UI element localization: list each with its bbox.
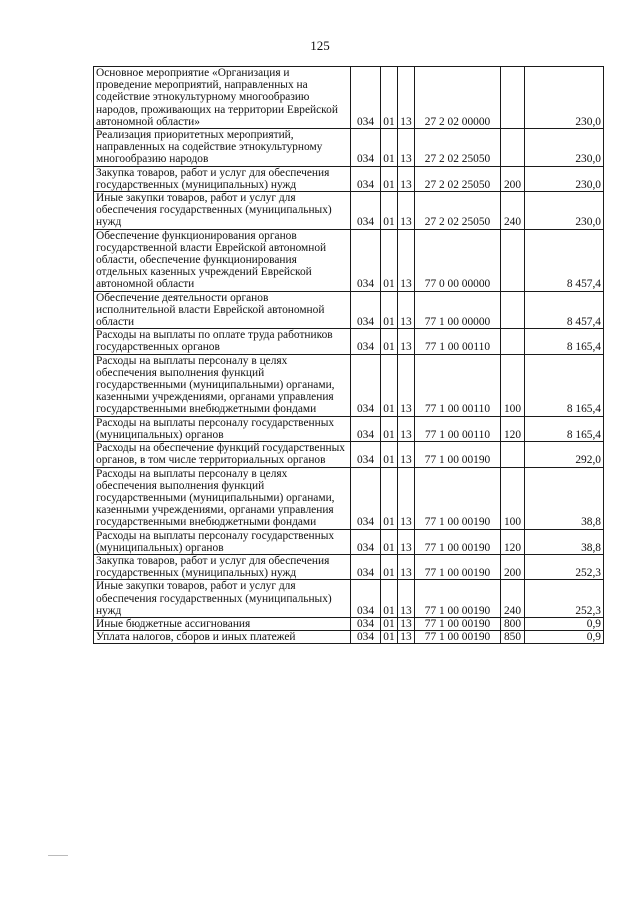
sum-cell: 252,3 bbox=[525, 554, 604, 579]
sum-cell: 8 165,4 bbox=[525, 416, 604, 441]
row-name-cell: Реализация приоритетных мероприятий, направленных на содействие этнокультурному многообразию народов bbox=[94, 129, 351, 167]
row-name-cell: Расходы на выплаты персоналу государственных (муниципальных) органов bbox=[94, 416, 351, 441]
table-row bbox=[94, 416, 604, 441]
subsection-code-cell: 13 bbox=[398, 129, 415, 167]
row-name-cell: Иные закупки товаров, работ и услуг для обеспечения государственных (муниципальных) нужд bbox=[94, 192, 351, 230]
subsection-code-cell: 13 bbox=[398, 291, 415, 329]
target-article-cell: 77 1 00 00190 bbox=[415, 617, 501, 630]
subsection-code-cell: 13 bbox=[398, 416, 415, 441]
expense-type-cell: 240 bbox=[501, 192, 525, 230]
sum-cell: 0,9 bbox=[525, 631, 604, 644]
target-article-cell: 27 2 02 25050 bbox=[415, 166, 501, 191]
section-code-cell: 01 bbox=[381, 416, 398, 441]
target-article-cell: 77 1 00 00190 bbox=[415, 529, 501, 554]
table-row bbox=[94, 129, 604, 167]
expense-type-cell: 800 bbox=[501, 617, 525, 630]
target-article-cell: 77 1 00 00110 bbox=[415, 329, 501, 354]
subsection-code-cell: 13 bbox=[398, 631, 415, 644]
target-article-cell: 77 1 00 00190 bbox=[415, 442, 501, 467]
table-body bbox=[94, 67, 604, 644]
expense-type-cell bbox=[501, 329, 525, 354]
ved-code-cell: 034 bbox=[351, 631, 381, 644]
ved-code-cell: 034 bbox=[351, 291, 381, 329]
subsection-code-cell: 13 bbox=[398, 229, 415, 291]
subsection-code-cell: 13 bbox=[398, 467, 415, 529]
section-code-cell: 01 bbox=[381, 354, 398, 416]
section-code-cell: 01 bbox=[381, 291, 398, 329]
table-row bbox=[94, 67, 604, 129]
table-row bbox=[94, 631, 604, 644]
target-article-cell: 77 1 00 00190 bbox=[415, 467, 501, 529]
table-row bbox=[94, 291, 604, 329]
section-code-cell: 01 bbox=[381, 617, 398, 630]
expense-type-cell: 240 bbox=[501, 580, 525, 618]
subsection-code-cell: 13 bbox=[398, 166, 415, 191]
expense-type-cell: 120 bbox=[501, 529, 525, 554]
row-name-cell: Расходы на выплаты персоналу в целях обеспечения выполнения функций государственными (муниципальными) органами, казенными учреждениями, органами управления государственными внебюджетными фондами bbox=[94, 467, 351, 529]
ved-code-cell: 034 bbox=[351, 229, 381, 291]
ved-code-cell: 034 bbox=[351, 192, 381, 230]
expense-type-cell bbox=[501, 229, 525, 291]
table-row bbox=[94, 354, 604, 416]
subsection-code-cell: 13 bbox=[398, 580, 415, 618]
expense-type-cell bbox=[501, 129, 525, 167]
section-code-cell: 01 bbox=[381, 529, 398, 554]
sum-cell: 8 457,4 bbox=[525, 229, 604, 291]
ved-code-cell: 034 bbox=[351, 529, 381, 554]
expense-type-cell bbox=[501, 67, 525, 129]
sum-cell: 230,0 bbox=[525, 129, 604, 167]
table-row bbox=[94, 554, 604, 579]
ved-code-cell: 034 bbox=[351, 467, 381, 529]
section-code-cell: 01 bbox=[381, 329, 398, 354]
subsection-code-cell: 13 bbox=[398, 354, 415, 416]
row-name-cell: Иные бюджетные ассигнования bbox=[94, 617, 351, 630]
target-article-cell: 77 1 00 00110 bbox=[415, 354, 501, 416]
target-article-cell: 77 0 00 00000 bbox=[415, 229, 501, 291]
expense-type-cell bbox=[501, 291, 525, 329]
section-code-cell: 01 bbox=[381, 442, 398, 467]
table-row bbox=[94, 192, 604, 230]
section-code-cell: 01 bbox=[381, 192, 398, 230]
subsection-code-cell: 13 bbox=[398, 67, 415, 129]
sum-cell: 230,0 bbox=[525, 192, 604, 230]
row-name-cell: Расходы на выплаты персоналу в целях обеспечения выполнения функций государственными (муниципальными) органами, казенными учреждениями, органами управления государственными внебюджетными фондами bbox=[94, 354, 351, 416]
table-row bbox=[94, 529, 604, 554]
row-name-cell: Закупка товаров, работ и услуг для обеспечения государственных (муниципальных) нужд bbox=[94, 554, 351, 579]
section-code-cell: 01 bbox=[381, 554, 398, 579]
table-row bbox=[94, 329, 604, 354]
table-row bbox=[94, 442, 604, 467]
ved-code-cell: 034 bbox=[351, 129, 381, 167]
row-name-cell: Иные закупки товаров, работ и услуг для обеспечения государственных (муниципальных) нужд bbox=[94, 580, 351, 618]
sum-cell: 230,0 bbox=[525, 166, 604, 191]
budget-table bbox=[93, 66, 604, 644]
ved-code-cell: 034 bbox=[351, 166, 381, 191]
table-row bbox=[94, 229, 604, 291]
row-name-cell: Основное мероприятие «Организация и проведение мероприятий, направленных на содействие этнокультурному многообразию народов, проживающих на территории Еврейской автономной области» bbox=[94, 67, 351, 129]
sum-cell: 230,0 bbox=[525, 67, 604, 129]
expense-type-cell: 200 bbox=[501, 554, 525, 579]
expense-type-cell: 100 bbox=[501, 354, 525, 416]
section-code-cell: 01 bbox=[381, 67, 398, 129]
section-code-cell: 01 bbox=[381, 631, 398, 644]
target-article-cell: 27 2 02 00000 bbox=[415, 67, 501, 129]
sum-cell: 8 457,4 bbox=[525, 291, 604, 329]
target-article-cell: 27 2 02 25050 bbox=[415, 129, 501, 167]
row-name-cell: Закупка товаров, работ и услуг для обеспечения государственных (муниципальных) нужд bbox=[94, 166, 351, 191]
ved-code-cell: 034 bbox=[351, 354, 381, 416]
ved-code-cell: 034 bbox=[351, 617, 381, 630]
row-name-cell: Уплата налогов, сборов и иных платежей bbox=[94, 631, 351, 644]
row-name-cell: Расходы на обеспечение функций государственных органов, в том числе территориальных органов bbox=[94, 442, 351, 467]
table-row bbox=[94, 617, 604, 630]
expense-type-cell: 850 bbox=[501, 631, 525, 644]
target-article-cell: 77 1 00 00110 bbox=[415, 416, 501, 441]
sum-cell: 292,0 bbox=[525, 442, 604, 467]
target-article-cell: 77 1 00 00000 bbox=[415, 291, 501, 329]
table-row bbox=[94, 467, 604, 529]
ved-code-cell: 034 bbox=[351, 554, 381, 579]
scan-mark bbox=[48, 855, 68, 856]
expense-type-cell: 120 bbox=[501, 416, 525, 441]
ved-code-cell: 034 bbox=[351, 580, 381, 618]
subsection-code-cell: 13 bbox=[398, 329, 415, 354]
section-code-cell: 01 bbox=[381, 229, 398, 291]
sum-cell: 0,9 bbox=[525, 617, 604, 630]
sum-cell: 38,8 bbox=[525, 467, 604, 529]
target-article-cell: 27 2 02 25050 bbox=[415, 192, 501, 230]
row-name-cell: Обеспечение деятельности органов исполнительной власти Еврейской автономной области bbox=[94, 291, 351, 329]
row-name-cell: Обеспечение функционирования органов государственной власти Еврейской автономной области, обеспечение функционирования отдельных казенных учреждений Еврейской автономной области bbox=[94, 229, 351, 291]
sum-cell: 8 165,4 bbox=[525, 329, 604, 354]
target-article-cell: 77 1 00 00190 bbox=[415, 580, 501, 618]
ved-code-cell: 034 bbox=[351, 442, 381, 467]
subsection-code-cell: 13 bbox=[398, 192, 415, 230]
subsection-code-cell: 13 bbox=[398, 442, 415, 467]
expense-type-cell: 200 bbox=[501, 166, 525, 191]
section-code-cell: 01 bbox=[381, 129, 398, 167]
target-article-cell: 77 1 00 00190 bbox=[415, 631, 501, 644]
section-code-cell: 01 bbox=[381, 580, 398, 618]
target-article-cell: 77 1 00 00190 bbox=[415, 554, 501, 579]
table-row bbox=[94, 580, 604, 618]
ved-code-cell: 034 bbox=[351, 67, 381, 129]
section-code-cell: 01 bbox=[381, 166, 398, 191]
subsection-code-cell: 13 bbox=[398, 617, 415, 630]
sum-cell: 38,8 bbox=[525, 529, 604, 554]
subsection-code-cell: 13 bbox=[398, 529, 415, 554]
section-code-cell: 01 bbox=[381, 467, 398, 529]
expense-type-cell bbox=[501, 442, 525, 467]
expense-type-cell: 100 bbox=[501, 467, 525, 529]
sum-cell: 252,3 bbox=[525, 580, 604, 618]
ved-code-cell: 034 bbox=[351, 416, 381, 441]
row-name-cell: Расходы на выплаты по оплате труда работников государственных органов bbox=[94, 329, 351, 354]
sum-cell: 8 165,4 bbox=[525, 354, 604, 416]
page-number: 125 bbox=[310, 38, 330, 53]
ved-code-cell: 034 bbox=[351, 329, 381, 354]
row-name-cell: Расходы на выплаты персоналу государственных (муниципальных) органов bbox=[94, 529, 351, 554]
subsection-code-cell: 13 bbox=[398, 554, 415, 579]
table-row bbox=[94, 166, 604, 191]
